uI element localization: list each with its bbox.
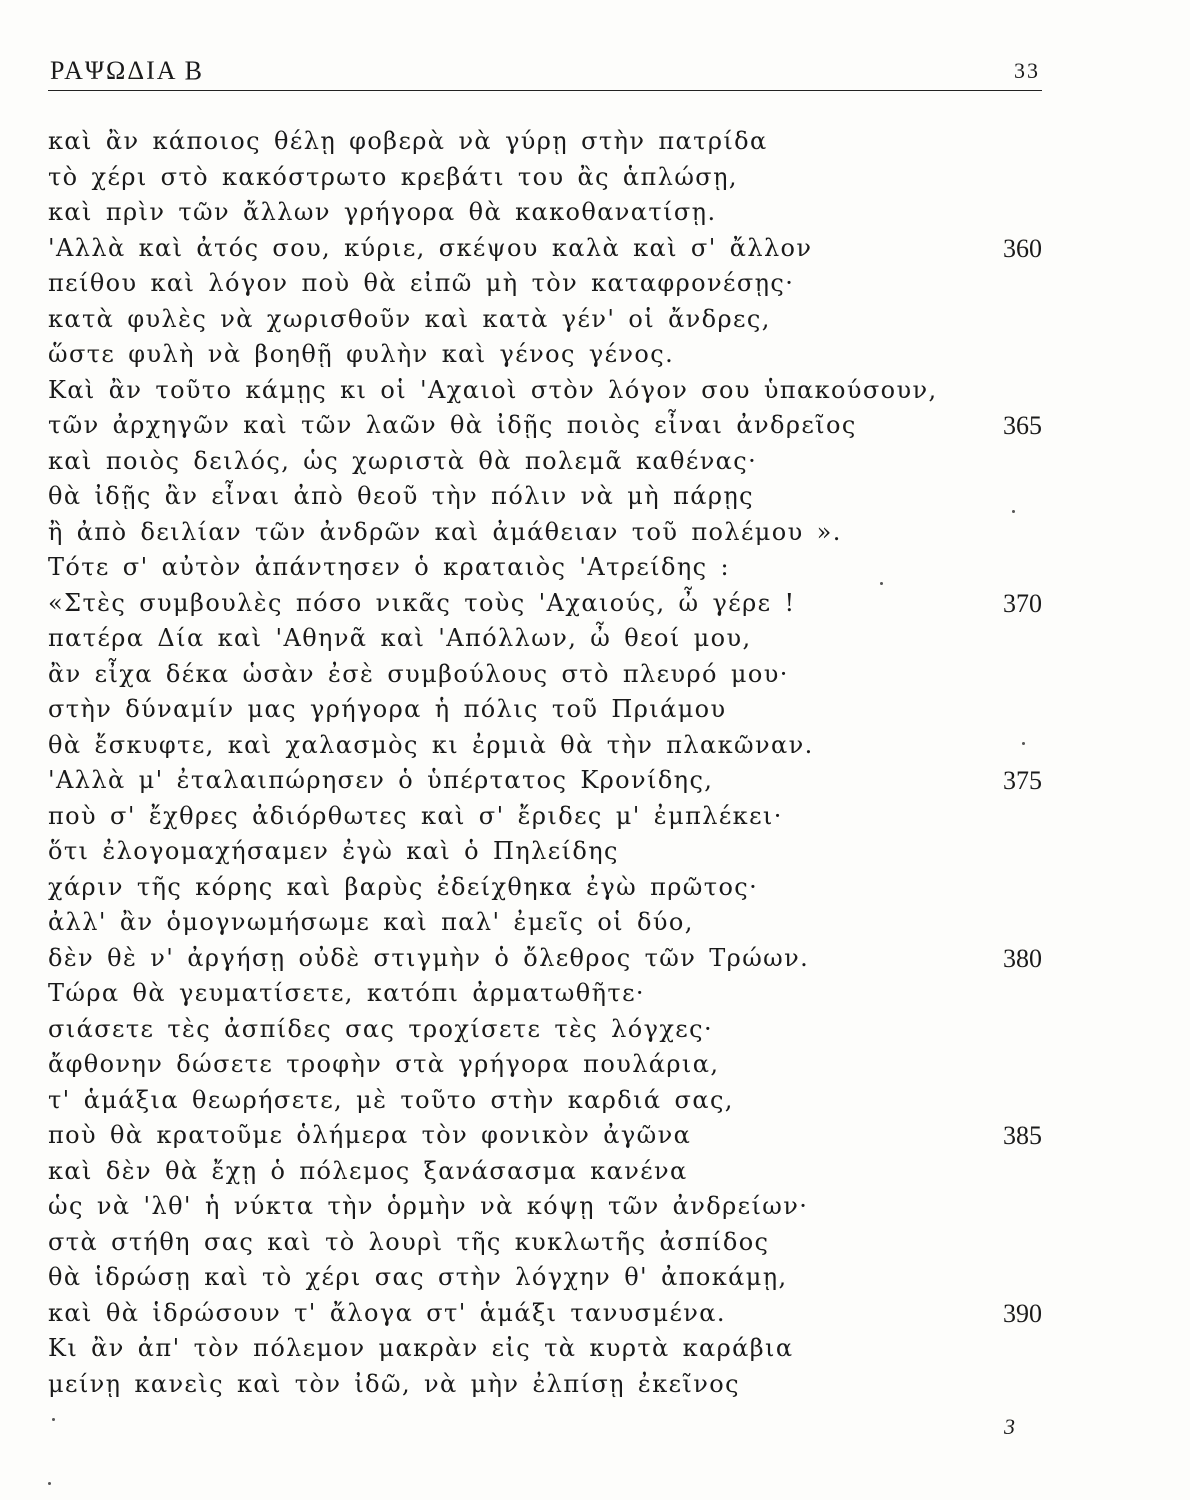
verse-line	[48, 621, 1048, 657]
verse-line	[48, 728, 1048, 764]
verse-line	[48, 1189, 1048, 1225]
verse-text: ἀλλ' ἂν ὁμογνωμήσωμε καὶ παλ' ἐμεῖς οἱ δύο,	[48, 908, 694, 936]
verse-line	[48, 266, 1048, 302]
print-speck	[880, 582, 883, 585]
verse-line	[48, 1118, 1048, 1154]
line-number: 380	[1003, 943, 1042, 973]
line-number: 375	[1003, 766, 1042, 795]
verse-line	[48, 302, 1048, 338]
verse-line	[48, 515, 1048, 551]
verse-line	[48, 586, 1048, 622]
verse-text: θὰ ἰδῇς ἂν εἶναι ἀπὸ θεοῦ τὴν πόλιν νὰ μὴ πάρῃς	[48, 482, 754, 510]
verse-text: δὲν θὲ ν' ἀργήσῃ οὐδὲ στιγμὴν ὁ ὄλεθρος τῶν Τρώων.	[48, 943, 810, 972]
verse-line	[48, 195, 1048, 231]
verse-text: πείθου καὶ λόγον ποὺ θὰ εἰπῶ μὴ τὸν καταφρονέσῃς·	[48, 269, 795, 297]
verse-text: ὅτι ἐλογομαχήσαμεν ἐγὼ καὶ ὁ Πηλείδης	[48, 837, 619, 865]
verse-line	[48, 1154, 1048, 1190]
verse-text: ἄφθονην δώσετε τροφὴν στὰ γρήγορα πουλάρια,	[48, 1050, 720, 1078]
verse-text: Τώρα θὰ γευματίσετε, κατόπι ἀρματωθῆτε·	[48, 979, 645, 1007]
verse-text: θὰ ἱδρώσῃ καὶ τὸ χέρι σας στὴν λόγχην θ' ἀποκάμῃ,	[48, 1263, 788, 1291]
verse-text: καὶ δὲν θὰ ἔχῃ ὁ πόλεμος ξανάσασμα κανένα	[48, 1156, 688, 1185]
running-header	[48, 56, 1042, 91]
verse-text: ποὺ θὰ κρατοῦμε ὁλήμερα τὸν φονικὸν ἀγῶνα	[48, 1121, 692, 1149]
verse-text: ἢ ἀπὸ δειλίαν τῶν ἀνδρῶν καὶ ἀμάθειαν τοῦ πολέμου ».	[48, 517, 842, 546]
verse-text: καὶ ποιὸς δειλός, ὡς χωριστὰ θὰ πολεμᾶ καθένας·	[48, 446, 758, 475]
chapter-title: ΡΑΨΩΔΙΑ Β	[50, 56, 204, 85]
verse-block	[48, 124, 1048, 1402]
verse-text: καὶ ἂν κάποιος θέλῃ φοβερὰ νὰ γύρῃ στὴν πατρίδα	[48, 127, 768, 155]
print-speck	[1022, 742, 1025, 745]
verse-text: τῶν ἀρχηγῶν καὶ τῶν λαῶν θὰ ἰδῇς ποιὸς εἶναι ἀνδρεῖος	[48, 411, 857, 439]
verse-text: μείνῃ κανεὶς καὶ τὸν ἰδῶ, νὰ μὴν ἐλπίσῃ ἐκεῖνος	[48, 1369, 740, 1398]
verse-line	[48, 905, 1048, 941]
verse-line	[48, 1367, 1048, 1403]
verse-text: καὶ θὰ ἱδρώσουν τ' ἄλογα στ' ἁμάξι τανυσμένα.	[48, 1298, 726, 1327]
verse-line	[48, 763, 1048, 799]
verse-line	[48, 870, 1048, 906]
verse-text: Κι ἂν ἀπ' τὸν πόλεμον μακρὰν εἰς τὰ κυρτὰ καράβια	[48, 1334, 794, 1362]
verse-line	[48, 834, 1048, 870]
verse-text: θὰ ἔσκυφτε, καὶ χαλασμὸς κι ἐρμιὰ θὰ τὴν πλακῶναν.	[48, 730, 814, 759]
verse-text: καὶ πρὶν τῶν ἄλλων γρήγορα θὰ κακοθανατίσῃ.	[48, 198, 717, 226]
verse-line	[48, 799, 1048, 835]
verse-text: σιάσετε τὲς ἀσπίδες σας τροχίσετε τὲς λόγχες·	[48, 1014, 713, 1043]
verse-line	[48, 1083, 1048, 1119]
verse-text: ἂν εἶχα δέκα ὡσὰν ἐσὲ συμβούλους στὸ πλευρό μου·	[48, 659, 789, 688]
verse-line	[48, 1225, 1048, 1261]
verse-text: ποὺ σ' ἔχθρες ἀδιόρθωτες καὶ σ' ἔριδες μ' ἐμπλέκει·	[48, 801, 783, 830]
verse-line	[48, 550, 1048, 586]
line-number: 365	[1003, 411, 1042, 440]
verse-line	[48, 1331, 1048, 1367]
verse-text: χάριν τῆς κόρης καὶ βαρὺς ἐδείχθηκα ἐγὼ πρῶτος·	[48, 872, 759, 901]
verse-line	[48, 160, 1048, 196]
verse-line	[48, 657, 1048, 693]
verse-line	[48, 373, 1048, 409]
line-number: 360	[1003, 233, 1042, 263]
verse-line	[48, 479, 1048, 515]
verse-line	[48, 231, 1048, 267]
print-speck	[48, 1482, 51, 1485]
verse-line	[48, 337, 1048, 373]
page-number: 33	[1014, 58, 1040, 83]
verse-line	[48, 941, 1048, 977]
verse-text: ὥστε φυλὴ νὰ βοηθῇ φυλὴν καὶ γένος γένος.	[48, 340, 675, 368]
verse-line	[48, 1047, 1048, 1083]
verse-text: Τότε σ' αὐτὸν ἀπάντησεν ὁ κραταιὸς 'Ατρείδης :	[48, 553, 730, 581]
verse-line	[48, 692, 1048, 728]
verse-line	[48, 408, 1048, 444]
line-number: 385	[1003, 1121, 1042, 1150]
verse-line	[48, 1260, 1048, 1296]
verse-text: ὡς νὰ 'λθ' ἡ νύκτα τὴν ὁρμὴν νὰ κόψῃ τῶν ἀνδρείων·	[48, 1192, 809, 1220]
line-number: 390	[1003, 1298, 1042, 1328]
verse-text: στὰ στήθη σας καὶ τὸ λουρὶ τῆς κυκλωτῆς ἀσπίδος	[48, 1227, 770, 1256]
print-speck	[52, 1418, 55, 1421]
verse-text: «Στὲς συμβουλὲς πόσο νικᾶς τοὺς 'Αχαιούς, ὦ γέρε !	[48, 588, 796, 617]
verse-text: 'Αλλὰ μ' ἐταλαιπώρησεν ὁ ὑπέρτατος Κρονίδης,	[48, 766, 714, 794]
print-speck	[1012, 510, 1015, 513]
verse-text: 'Αλλὰ καὶ ἀτός σου, κύριε, σκέψου καλὰ καὶ σ' ἄλλον	[48, 233, 813, 262]
verse-text: τ' ἁμάξια θεωρήσετε, μὲ τοῦτο στὴν καρδιά σας,	[48, 1085, 734, 1114]
verse-text: Καὶ ἂν τοῦτο κάμῃς κι οἱ 'Αχαιοὶ στὸν λόγον σου ὑπακούσουν,	[48, 375, 938, 404]
verse-text: στὴν δύναμίν μας γρήγορα ἡ πόλις τοῦ Πριάμου	[48, 695, 727, 723]
verse-line	[48, 976, 1048, 1012]
verse-line	[48, 1012, 1048, 1048]
verse-text: κατὰ φυλὲς νὰ χωρισθοῦν καὶ κατὰ γέν' οἱ ἄνδρες,	[48, 304, 771, 333]
signature-mark: 3	[1004, 1414, 1015, 1439]
verse-text: τὸ χέρι στὸ κακόστρωτο κρεβάτι του ἂς ἁπλώσῃ,	[48, 162, 738, 191]
line-number: 370	[1003, 588, 1042, 618]
verse-line	[48, 124, 1048, 160]
verse-line	[48, 1296, 1048, 1332]
verse-line	[48, 444, 1048, 480]
verse-text: πατέρα Δία καὶ 'Αθηνᾶ καὶ 'Απόλλων, ὦ θεοί μου,	[48, 624, 752, 652]
